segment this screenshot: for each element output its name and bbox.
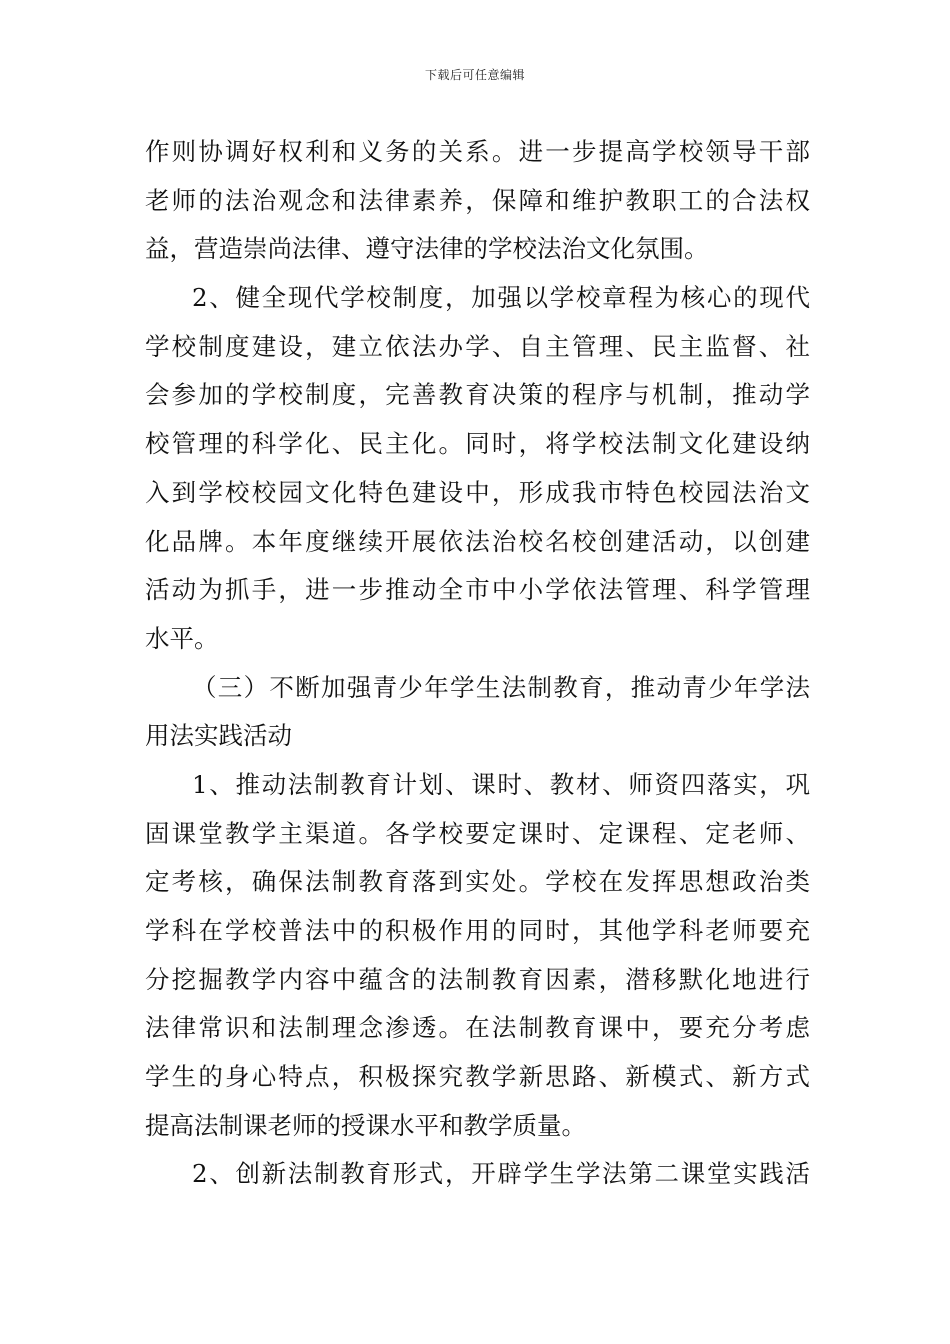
text-line: 作则协调好权利和义务的关系。进一步提高学校领导干部 (145, 137, 810, 166)
text-line: 分挖掘教学内容中蕴含的法制教育因素，潜移默化地进行 (145, 964, 810, 994)
text-line: 提高法制课老师的授课水平和教学质量。 (145, 1110, 586, 1140)
text-line: 学科在学校普法中的积极作用的同时，其他学科老师要充 (145, 916, 810, 945)
text-line: 固课堂教学主渠道。各学校要定课时、定课程、定老师、 (145, 818, 810, 848)
text-line: 入到学校校园文化特色建设中，形成我市特色校园法治文 (145, 477, 810, 507)
section-heading-line: 用法实践活动 (145, 721, 292, 751)
document-body (145, 128, 810, 1199)
page-header-note: 下载后可任意编辑 (424, 68, 525, 82)
text-line: 益，营造崇尚法律、遵守法律的学校法治文化氛围。 (145, 234, 709, 264)
text-line: 学校制度建设，建立依法办学、自主管理、民主监督、社 (145, 331, 810, 361)
text-line: 定考核，确保法制教育落到实处。学校在发挥思想政治类 (145, 867, 810, 897)
text-line: 学生的身心特点，积极探究教学新思路、新模式、新方式 (145, 1062, 810, 1092)
text-line: 2、健全现代学校制度，加强以学校章程为核心的现代 (192, 283, 810, 313)
text-line: 校管理的科学化、民主化。同时，将学校法制文化建设纳 (145, 429, 810, 459)
text-line: 会参加的学校制度，完善教育决策的程序与机制，推动学 (145, 380, 810, 410)
text-line: 水平。 (145, 623, 219, 653)
text-line: 2、创新法制教育形式，开辟学生学法第二课堂实践活 (192, 1159, 810, 1189)
section-heading-line: （三）不断加强青少年学生法制教育，推动青少年学法 (192, 672, 810, 702)
text-line: 1、推动法制教育计划、课时、教材、师资四落实，巩 (192, 769, 810, 799)
text-line: 化品牌。本年度继续开展依法治校名校创建活动，以创建 (145, 526, 810, 556)
text-line: 活动为抓手，进一步推动全市中小学依法管理、科学管理 (145, 575, 810, 605)
text-line: 法律常识和法制理念渗透。在法制教育课中，要充分考虑 (145, 1013, 810, 1043)
text-line: 老师的法治观念和法律素养，保障和维护教职工的合法权 (145, 185, 810, 215)
